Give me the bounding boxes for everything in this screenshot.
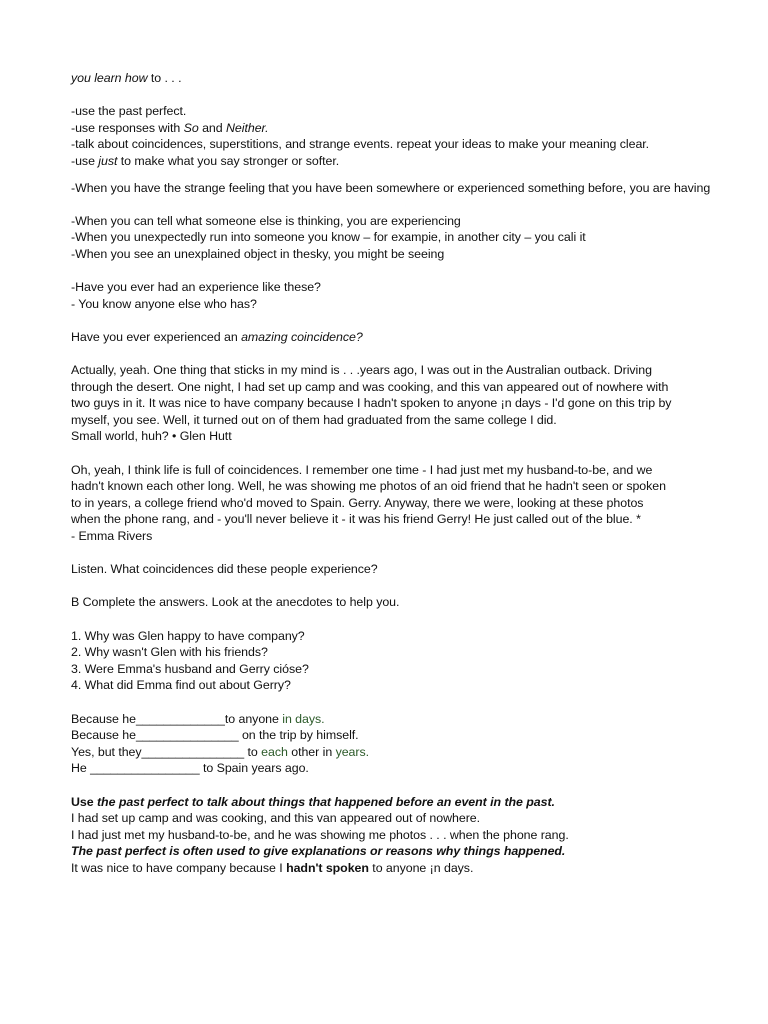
b-question-list: [71, 628, 711, 694]
b-question-3: 3. Were Emma's husband and Gerry cióse?: [71, 661, 309, 676]
intro-line: [71, 70, 711, 87]
answer-3: Yes, but they_______________ to each other in years.: [71, 744, 370, 759]
objective-2: -use responses with So and Neither.: [71, 120, 269, 135]
objective-3: -talk about coincidences, superstitions, and strange events. repeat your ideas to make your meaning clear.: [71, 137, 650, 152]
just-italic: just: [98, 153, 118, 168]
grammar-box: [71, 794, 711, 877]
experience-prompts: [71, 213, 711, 263]
section-b-instruction: B Complete the answers. Look at the anecdotes to help you.: [71, 595, 400, 610]
objective-1: -use the past perfect.: [71, 104, 187, 119]
coincidence-italic: amazing coincidence?: [241, 329, 363, 344]
grammar-rule-2: The past perfect is often used to give explanations or reasons why things happened.: [71, 844, 566, 859]
discussion-question-2: - You know anyone else who has?: [71, 296, 257, 311]
experience-prompt-2: -When you unexpectedly run into someone you know – for exampie, in another city – you cali it: [71, 230, 586, 245]
experience-prompt-1: -When you can tell what someone else is thinking, you are experiencing: [71, 213, 461, 228]
so-italic: So: [183, 120, 199, 135]
b-question-4: 4. What did Emma find out about Gerry?: [71, 678, 291, 693]
b-question-2: 2. Why wasn't Glen with his friends?: [71, 645, 268, 660]
neither-italic: Neither.: [226, 120, 269, 135]
discussion-question-1: -Have you ever had an experience like these?: [71, 280, 321, 295]
answer-list: [71, 711, 711, 777]
answer-1: Because he_____________to anyone in days.: [71, 711, 325, 726]
grammar-example-3: It was nice to have company because I hadn't spoken to anyone ¡n days.: [71, 860, 474, 875]
discussion-questions: [71, 279, 711, 312]
emma-anecdote: Oh, yeah, I think life is full of coincidences. I remember one time - I had just met my husband-to-be, and we hadn't known each other long. Well, he was showing me photos of an oid friend that he hadn't seen or spoken to in years, a college friend who'd moved to Spain. Gerry. Anyway, there we were, looking at these photos when the phone rang, and - you'll never believe it - it was his friend Gerry! He just called out of the blue. * - Emma Rivers: [71, 462, 711, 545]
experience-prompt-3: -When you see an unexplained object in thesky, you might be seeing: [71, 246, 445, 261]
coincidence-question: Have you ever experienced an amazing coincidence?: [71, 329, 363, 344]
intro-italic: you learn how: [71, 71, 148, 85]
grammar-example-1: I had set up camp and was cooking, and this van appeared out of nowhere.: [71, 811, 481, 826]
answer-2: Because he_______________ on the trip by himself.: [71, 728, 359, 743]
objective-4: -use just to make what you say stronger or softer.: [71, 153, 340, 168]
strange-feeling-prompt: -When you have the strange feeling that you have been somewhere or experienced something before, you are having: [71, 180, 711, 195]
document-body: [71, 70, 711, 877]
intro-suffix: to . . .: [147, 71, 182, 85]
grammar-example-2: I had just met my husband-to-be, and he was showing me photos . . . when the phone rang.: [71, 827, 569, 842]
listen-instruction: Listen. What coincidences did these people experience?: [71, 562, 378, 577]
emma-signature: - Emma Rivers: [71, 529, 153, 544]
b-question-1: 1. Why was Glen happy to have company?: [71, 628, 305, 643]
answer-4: He ________________ to Spain years ago.: [71, 761, 309, 776]
glen-signature: Small world, huh? • Glen Hutt: [71, 429, 232, 444]
objectives-list: [71, 103, 711, 169]
grammar-rule-1: Use the past perfect to talk about things that happened before an event in the past.: [71, 794, 555, 809]
glen-anecdote: Actually, yeah. One thing that sticks in my mind is . . .years ago, I was out in the Australian outback. Driving through the desert. One night, I had set up camp and was cooking, and this van appeared out of nowhere with two guys in it. It was nice to have company because I hadn't spoken to anyone ¡n days - I'd gone on this trip by myself, you see. Well, it turned out on of them had graduated from the same college I did. Small world, huh? • Glen Hutt: [71, 362, 711, 445]
